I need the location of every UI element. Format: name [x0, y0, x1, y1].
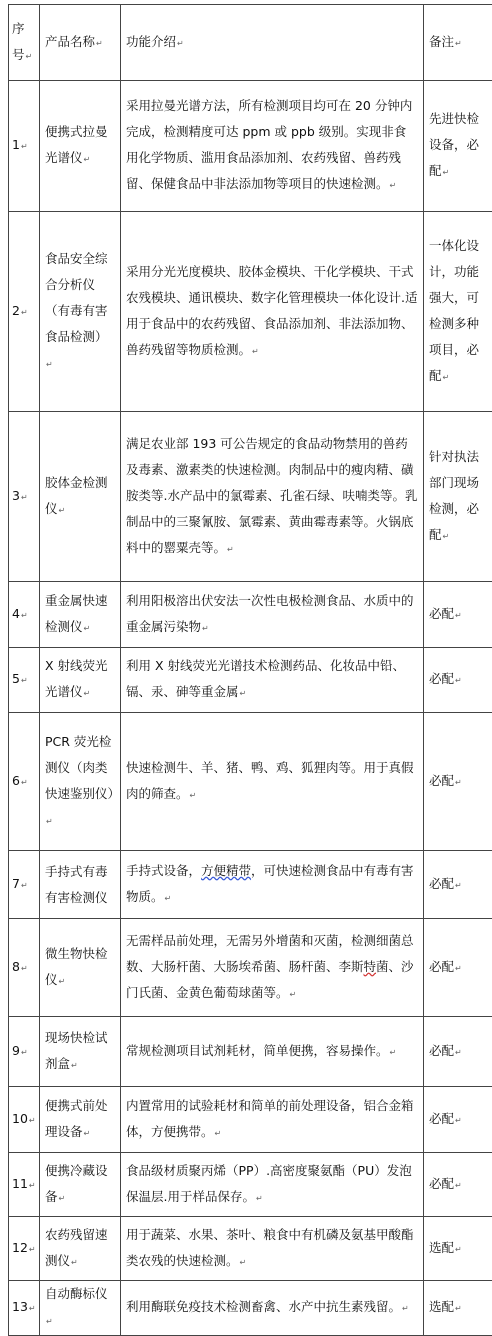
row-name: X 射线荧光光谱仪↵	[40, 648, 121, 713]
row-no: 1↵	[9, 81, 40, 212]
row-name: 便携式前处理设备↵	[40, 1087, 121, 1153]
table-row	[9, 713, 492, 851]
row-name: 自动酶标仪↵	[40, 1281, 121, 1336]
row-no: 13↵	[9, 1281, 40, 1336]
table-row	[9, 919, 492, 1017]
row-note: 必配↵	[424, 1153, 492, 1217]
row-no: 2↵	[9, 212, 40, 412]
row-desc: 内置常用的试验耗材和简单的前处理设备，铝合金箱体，方便携带。↵	[121, 1087, 424, 1153]
row-desc: 无需样品前处理，无需另外增菌和灭菌，检测细菌总数、大肠杆菌、大肠埃希菌、肠杆菌、李斯特菌、沙门氏菌、金黄色葡萄球菌等。↵	[121, 919, 424, 1017]
header-note: 备注↵	[424, 5, 492, 81]
table-row	[9, 582, 492, 648]
table-row	[9, 1153, 492, 1217]
header-name: 产品名称↵	[40, 5, 121, 81]
row-note: 必配↵	[424, 851, 492, 919]
row-desc: 手持式设备，方便精带，可快速检测食品中有毒有害物质。↵	[121, 851, 424, 919]
product-table-part-1	[8, 4, 492, 713]
row-no: 8↵	[9, 919, 40, 1017]
row-note: 选配↵	[424, 1217, 492, 1281]
row-desc: 采用拉曼光谱方法，所有检测项目均可在 20 分钟内完成，检测精度可达 ppm 或 ppb 级别。实现非食用化学物质、滥用食品添加剂、农药残留、兽药残留、保健食品中非法添加物等项目的快速检测。↵	[121, 81, 424, 212]
row-note: 针对执法部门现场检测，必配↵	[424, 412, 492, 582]
row-desc: 快速检测牛、羊、猪、鸭、鸡、狐狸肉等。用于真假肉的筛查。↵	[121, 713, 424, 851]
table-row	[9, 1087, 492, 1153]
row-no: 12↵	[9, 1217, 40, 1281]
row-desc: 利用阳极溶出伏安法一次性电极检测食品、水质中的重金属污染物↵	[121, 582, 424, 648]
row-note: 必配↵	[424, 1017, 492, 1087]
header-desc: 功能介绍↵	[121, 5, 424, 81]
row-note: 先进快检设备，必配↵	[424, 81, 492, 212]
table-row	[9, 1217, 492, 1281]
row-no: 5↵	[9, 648, 40, 713]
row-no: 4↵	[9, 582, 40, 648]
table-row	[9, 412, 492, 582]
table-header-row	[9, 5, 492, 81]
row-desc: 常规检测项目试剂耗材，简单便携，容易操作。↵	[121, 1017, 424, 1087]
row-name: 食品安全综合分析仪（有毒有害食品检测）↵	[40, 212, 121, 412]
row-note: 必配↵	[424, 919, 492, 1017]
product-table-part-2	[8, 712, 492, 1336]
row-note: 必配↵	[424, 648, 492, 713]
row-name: 便携冷藏设备↵	[40, 1153, 121, 1217]
row-no: 7↵	[9, 851, 40, 919]
table-row	[9, 851, 492, 919]
row-name: 农药残留速测仪↵	[40, 1217, 121, 1281]
row-desc: 采用分光光度模块、胶体金模块、干化学模块、干式农残模块、通讯模块、数字化管理模块一体化设计.适用于食品中的农药残留、食品添加剂、非法添加物、兽药残留等物质检测。↵	[121, 212, 424, 412]
header-no: 序号↵	[9, 5, 40, 81]
row-note: 一体化设计，功能强大，可检测多种项目，必配↵	[424, 212, 492, 412]
table-row	[9, 648, 492, 713]
table-row	[9, 1017, 492, 1087]
table-row	[9, 1281, 492, 1336]
row-desc: 食品级材质聚丙烯（PP）.高密度聚氨酯（PU）发泡保温层.用于样品保存。↵	[121, 1153, 424, 1217]
row-no: 10↵	[9, 1087, 40, 1153]
row-desc: 用于蔬菜、水果、茶叶、粮食中有机磷及氨基甲酸酯类农残的快速检测。↵	[121, 1217, 424, 1281]
row-name: 重金属快速检测仪↵	[40, 582, 121, 648]
row-note: 必配↵	[424, 1087, 492, 1153]
row-name: 微生物快检仪↵	[40, 919, 121, 1017]
table-row	[9, 212, 492, 412]
row-name: PCR 荧光检测仪（肉类快速鉴别仪）↵	[40, 713, 121, 851]
row-note: 必配↵	[424, 713, 492, 851]
row-name: 胶体金检测仪↵	[40, 412, 121, 582]
row-no: 11↵	[9, 1153, 40, 1217]
row-no: 6↵	[9, 713, 40, 851]
row-desc: 满足农业部 193 可公告规定的食品动物禁用的兽药及毒素、激素类的快速检测。肉制品中的瘦肉精、磺胺类等.水产品中的氯霉素、孔雀石绿、呋喃类等。乳制品中的三聚氰胺、氯霉素、黄曲霉毒素等。火锅底料中的罂粟壳等。↵	[121, 412, 424, 582]
row-note: 选配↵	[424, 1281, 492, 1336]
row-no: 3↵	[9, 412, 40, 582]
table-row	[9, 81, 492, 212]
row-desc: 利用酶联免疫技术检测畜禽、水产中抗生素残留。↵	[121, 1281, 424, 1336]
row-no: 9↵	[9, 1017, 40, 1087]
row-note: 必配↵	[424, 582, 492, 648]
row-name: 现场快检试剂盒↵	[40, 1017, 121, 1087]
row-desc: 利用 X 射线荧光光谱技术检测药品、化妆品中铅、镉、汞、砷等重金属↵	[121, 648, 424, 713]
row-name: 手持式有毒有害检测仪	[40, 851, 121, 919]
row-name: 便携式拉曼光谱仪↵	[40, 81, 121, 212]
